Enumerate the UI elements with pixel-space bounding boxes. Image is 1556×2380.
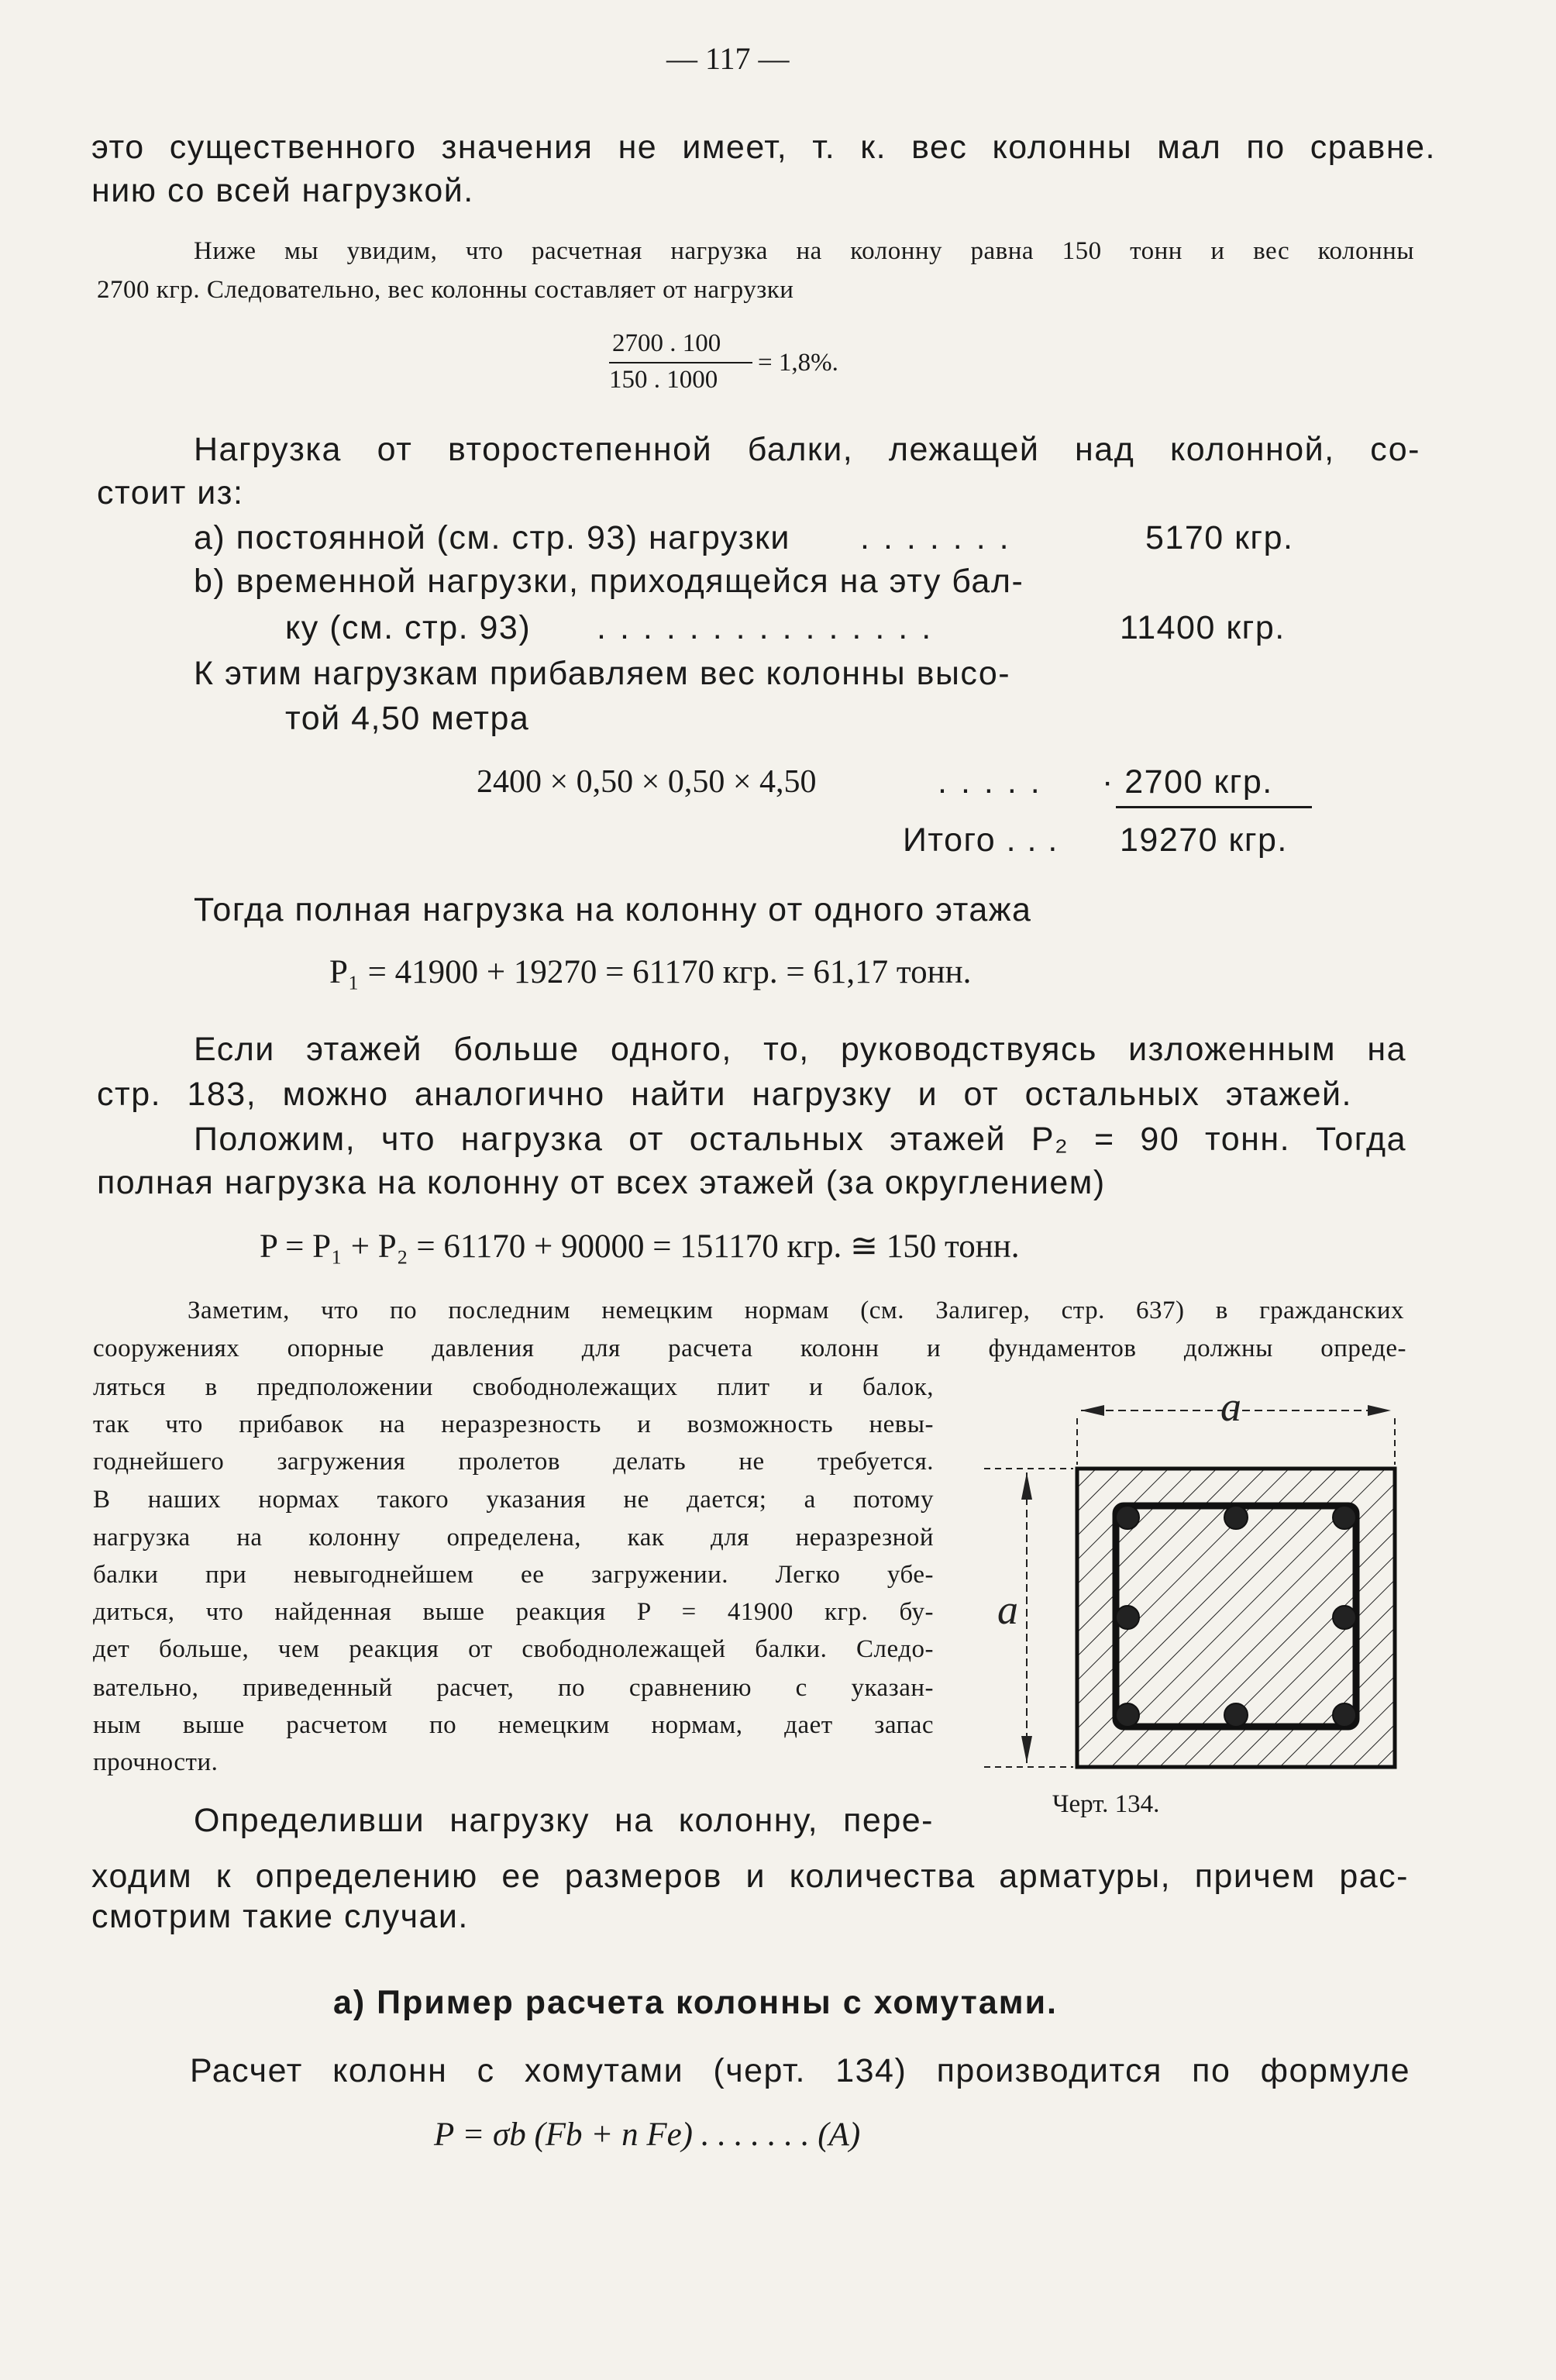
list-item-b-cont: ку (см. стр. 93): [285, 609, 532, 646]
rebar-bar: [1224, 1703, 1248, 1727]
fraction-denominator: 150 . 1000: [609, 366, 718, 394]
note-line: Заметим, что по последним немецким нормам (см. Залигер, стр. 637) в гражданских: [188, 1297, 1404, 1324]
dimension-label-top: a: [1220, 1391, 1241, 1430]
text-line: это существенного значения не имеет, т. к. вес колонны мал по сравне.: [91, 129, 1436, 166]
equation-p: P = P₁ + P₂ = 61170 + 90000 = 151170 кгр. ≅ 150 тонн.: [260, 1228, 1020, 1265]
stirrup-hoop: [1116, 1506, 1356, 1727]
rebar-bar: [1116, 1703, 1139, 1727]
dimension-label-left: a: [997, 1586, 1018, 1633]
text-line: Тогда полная нагрузка на колонну от одного этажа: [194, 891, 1032, 928]
sum-rule: [1116, 806, 1312, 808]
list-item-b: b) временной нагрузки, приходящейся на эту бал-: [194, 563, 1024, 600]
note-line: нагрузка на колонну определена, как для неразрезной: [93, 1524, 934, 1552]
rebar-bar: [1333, 1703, 1356, 1727]
text-line: полная нагрузка на колонну от всех этажей (за округлением): [97, 1164, 1106, 1201]
text-line: Расчет колонн с хомутами (черт. 134) производится по формуле: [190, 2052, 1410, 2089]
note-line: сооружениях опорные давления для расчета колонн и фундаментов должны опреде-: [93, 1335, 1406, 1362]
weight-calc: 2400 × 0,50 × 0,50 × 4,50: [477, 764, 817, 800]
note-line: прочности.: [93, 1748, 219, 1776]
fraction-bar: [609, 362, 752, 363]
leader-dots: ...............: [597, 609, 945, 646]
note-line: Ниже мы увидим, что расчетная нагрузка на колонну равна 150 тонн и вес колонны: [194, 237, 1414, 265]
text-line: стр. 183, можно аналогично найти нагрузку и от остальных этажей.: [97, 1076, 1352, 1113]
note-line: годнейшего загружения пролетов делать не требуется.: [93, 1448, 934, 1476]
text-line: Определивши нагрузку на колонну, пере-: [194, 1802, 934, 1839]
note-line: так что прибавок на неразрезность и возможность невы-: [93, 1410, 934, 1438]
rebar-bar: [1116, 1606, 1139, 1629]
note-line: балки при невыгоднейшем ее загружении. Легко убе-: [93, 1561, 934, 1589]
note-line: В наших нормах такого указания не дается; а потому: [93, 1486, 934, 1514]
total-value: 19270 кгр.: [1120, 821, 1288, 859]
rebar-bar: [1224, 1506, 1248, 1529]
list-item-c-cont: той 4,50 метра: [285, 700, 530, 737]
text-line: Положим, что нагрузка от остальных этажей P₂ = 90 тонн. Тогда: [194, 1121, 1406, 1158]
section-heading: a) Пример расчета колонны с хомутами.: [333, 1984, 1058, 2021]
fraction-numerator: 2700 . 100: [612, 329, 721, 357]
rebar-bar: [1333, 1606, 1356, 1629]
leader-dots: .....: [938, 763, 1054, 801]
list-item-b-value: 11400 кгр.: [1120, 609, 1286, 646]
note-line: ным выше расчетом по немецким нормам, дает запас: [93, 1711, 934, 1739]
weight-calc-value: · 2700 кгр.: [1102, 763, 1273, 801]
text-line: нию со всей нагрузкой.: [91, 172, 474, 209]
text-line: Нагрузка от второстепенной балки, лежащей над колонной, со-: [194, 431, 1420, 468]
list-item-c: К этим нагрузкам прибавляем вес колонны высо-: [194, 655, 1011, 692]
list-item-a: a) постоянной (см. стр. 93) нагрузки: [194, 519, 790, 556]
equation-a: P = σb (Fb + n Fe) . . . . . . . (A): [434, 2117, 861, 2153]
fraction-result: = 1,8%.: [758, 349, 838, 377]
note-line: вательно, приведенный расчет, по сравнению с указан-: [93, 1674, 934, 1702]
text-line: смотрим такие случаи.: [91, 1898, 469, 1935]
note-line: 2700 кгр. Следовательно, вес колонны составляет от нагрузки: [97, 276, 794, 304]
column-section-figure: [980, 1391, 1414, 1779]
leader-dots: .......: [860, 519, 1023, 556]
note-line: ляться в предположении свободнолежащих плит и балок,: [93, 1373, 934, 1401]
total-label: Итого . . .: [903, 821, 1059, 859]
page-number: — 117 —: [666, 41, 790, 76]
figure-caption: Черт. 134.: [1052, 1790, 1160, 1818]
text-line: Если этажей больше одного, то, руководствуясь изложенным на: [194, 1031, 1406, 1068]
text-line: ходим к определению ее размеров и количества арматуры, причем рас-: [91, 1858, 1409, 1895]
note-line: диться, что найденная выше реакция P = 41900 кгр. бу-: [93, 1598, 934, 1626]
rebar-bar: [1333, 1506, 1356, 1529]
note-line: дет больше, чем реакция от свободнолежащей балки. Следо-: [93, 1635, 934, 1663]
rebar-bar: [1116, 1506, 1139, 1529]
text-line: стоит из:: [97, 474, 244, 511]
list-item-a-value: 5170 кгр.: [1145, 519, 1294, 556]
equation-p1: P₁ = 41900 + 19270 = 61170 кгр. = 61,17 тонн.: [329, 954, 972, 990]
